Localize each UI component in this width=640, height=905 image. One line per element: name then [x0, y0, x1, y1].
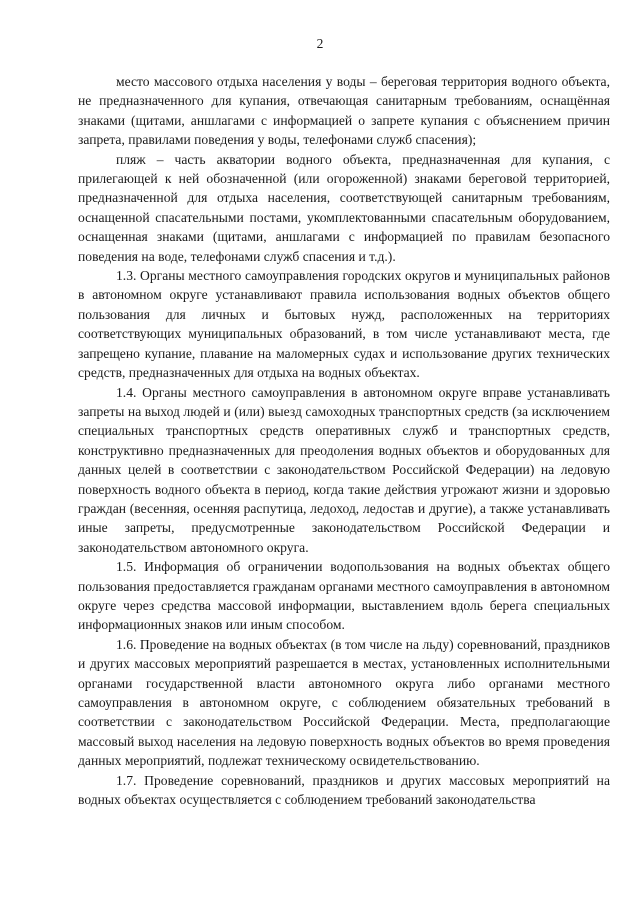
- paragraph-1-7: 1.7. Проведение соревнований, праздников и других массовых мероприятий на водных объектах осуществляется с соблюдением требований законодательства: [78, 772, 610, 808]
- page-number: 2: [316, 36, 324, 51]
- paragraph-1-3: 1.3. Органы местного самоуправления городских округов и муниципальных районов в автономном округе устанавливают правила использования водных объектов общего пользования для личных и бытовых нужд, расположенных на территориях соответствующих муниципальных образований, в том числе устанавливают места, где запрещено купание, плавание на маломерных судах и использование других технических средств, предназначенных для отдыха на водных объектах.: [78, 268, 610, 381]
- document-body: [78, 72, 610, 809]
- paragraph-1-6: 1.6. Проведение на водных объектах (в том числе на льду) соревнований, праздников и других массовых мероприятий разрешается в местах, установленных исполнительными органами государственной власти автономного округа либо органами местного самоуправления в автономном округе, с соблюдением обязательных требований в соответствии с законодательством Российской Федерации. Места, предполагающие массовый выход населения на ледовую поверхность водных объектов во время проведения данных мероприятий, подлежат техническому освидетельствованию.: [78, 636, 610, 769]
- paragraph-1-4: 1.4. Органы местного самоуправления в автономном округе вправе устанавливать запреты на выход людей и (или) выезд самоходных транспортных средств (за исключением специальных транспортных средств оперативных служб и транспортных средств, конструктивно предназначенных для преодоления водных объектов и оборудованных для данных целей в соответствии с законодательством Российской Федерации) на ледовую поверхность водного объекта в период, когда такие действия угрожают жизни и здоровью граждан (весенняя, осенняя распутица, ледоход, ледостав и другие), а также устанавливать иные запреты, предусмотренные законодательством Российской Федерации и законодательством автономного округа.: [78, 384, 610, 555]
- paragraph-beach-rest-place: место массового отдыха населения у воды – береговая территория водного объекта, не предназначенного для купания, отвечающая санитарным требованиям, оснащённая знаками (щитами, аншлагами с информацией о запрете купания с объяснением причин запрета, правилами поведения у воды, телефонами служб спасения);: [78, 74, 610, 148]
- paragraph-beach-definition: пляж – часть акватории водного объекта, предназначенная для купания, с прилегающей к ней обозначенной (или огороженной) знаками береговой территорией, предназначенной для отдыха населения, соответствующей санитарным требованиям, оснащенной спасательными постами, укомплектованными спасательным оборудованием, оснащенная знаками (щитами, аншлагами с информацией по правилам безопасного поведения на воде, телефонами служб спасения и т.д.).: [78, 151, 610, 264]
- paragraph-1-5: 1.5. Информация об ограничении водопользования на водных объектах общего пользования предоставляется гражданам органами местного самоуправления в автономном округе через средства массовой информации, выставлением вдоль берега специальных информационных знаков или иным способом.: [78, 559, 610, 633]
